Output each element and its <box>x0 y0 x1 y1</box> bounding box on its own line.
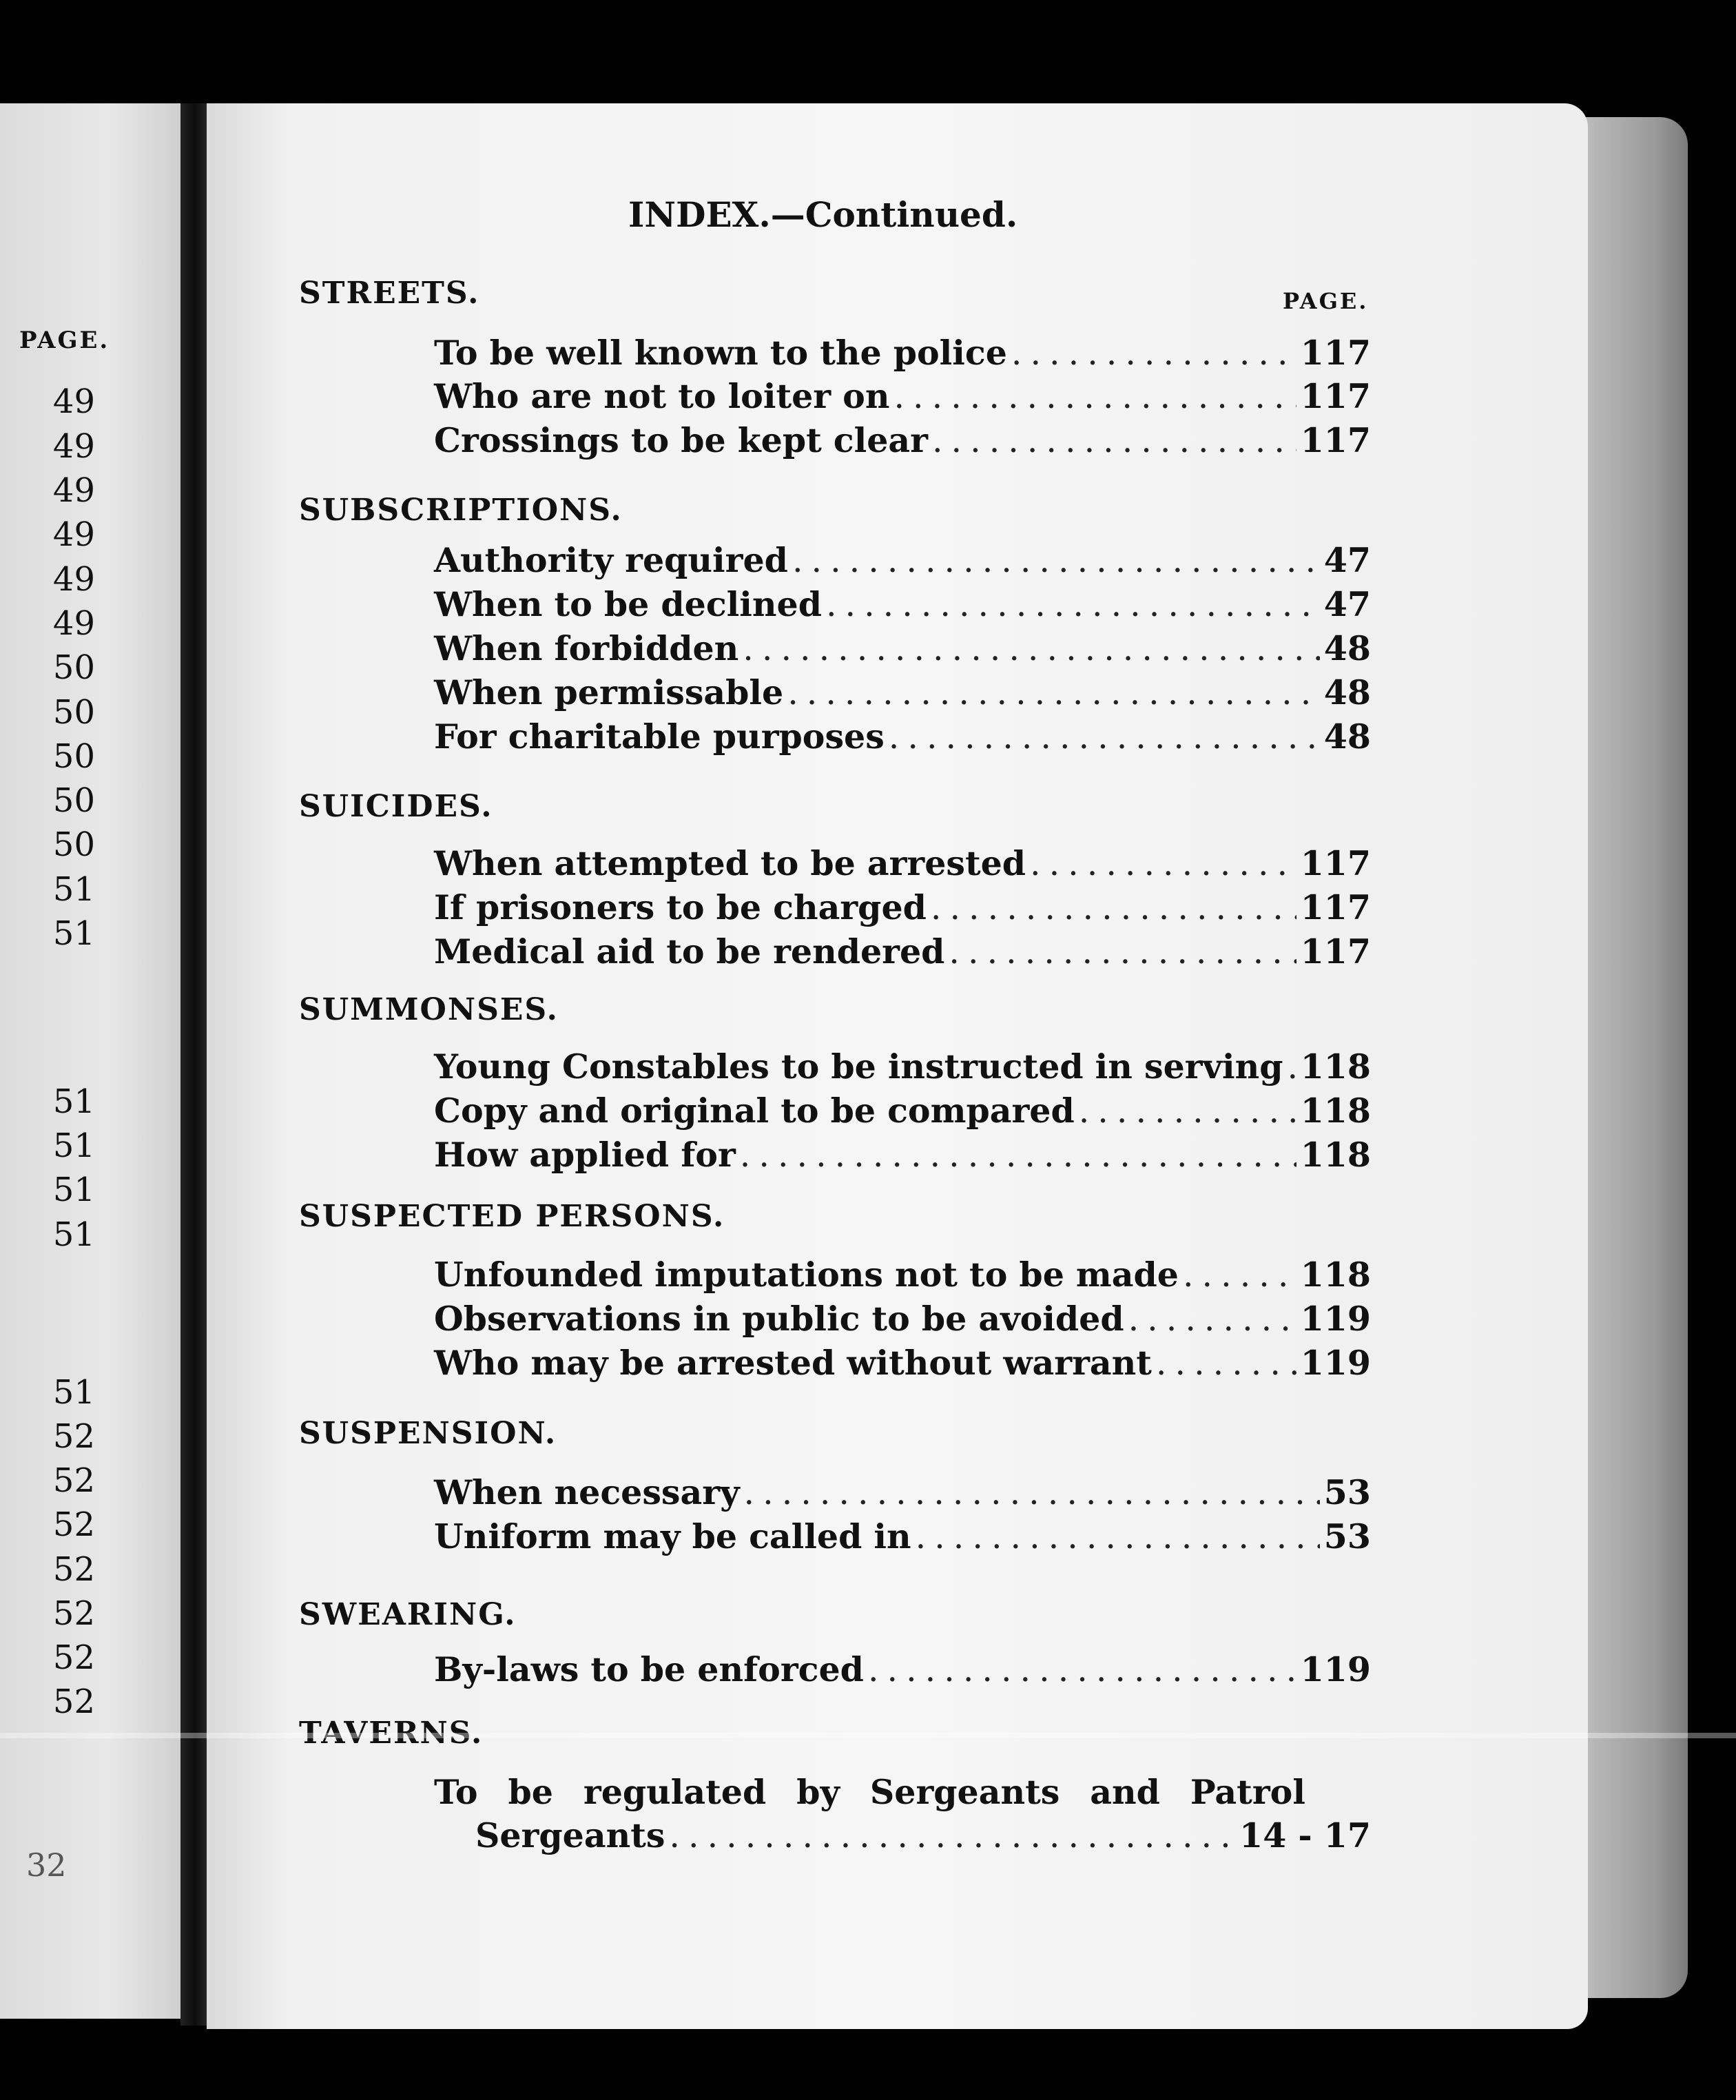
leader-dots <box>1128 1300 1296 1339</box>
entry-text: Medical aid to be rendered <box>434 931 945 971</box>
index-entry-line <box>434 1772 1305 1812</box>
left-page-number: 50 <box>52 693 95 732</box>
entry-page-number: 119 <box>1300 1343 1371 1383</box>
entry-word: To <box>434 1772 478 1812</box>
entry-page-number: 118 <box>1300 1091 1371 1131</box>
left-page-number: 49 <box>52 604 95 643</box>
left-page-number: 49 <box>52 471 95 510</box>
left-page-number: 50 <box>52 648 95 687</box>
left-page-number: 50 <box>52 781 95 820</box>
index-entry <box>434 1047 1371 1087</box>
entry-text: Sergeants <box>475 1815 665 1855</box>
leader-dots <box>1183 1256 1296 1295</box>
section-heading: SUBSCRIPTIONS. <box>299 493 623 528</box>
entry-page-number: 117 <box>1300 887 1371 927</box>
index-entry <box>434 1135 1371 1175</box>
left-page-folio: 32 <box>26 1846 67 1884</box>
section-heading: SUSPENSION. <box>299 1416 557 1451</box>
left-page-number: 52 <box>52 1461 95 1500</box>
entry-page-number: 119 <box>1300 1649 1371 1689</box>
entry-text: If prisoners to be charged <box>434 887 927 927</box>
index-entry <box>434 932 1371 971</box>
entry-text: Uniform may be called in <box>434 1516 911 1556</box>
entry-text: When necessary <box>434 1472 740 1512</box>
entry-word: Sergeants <box>869 1772 1060 1812</box>
entry-text: Who are not to loiter on <box>434 376 890 416</box>
index-entry <box>434 377 1371 416</box>
leader-dots <box>932 422 1296 460</box>
entry-page-number: 117 <box>1300 333 1371 373</box>
left-page-number: 51 <box>52 1215 95 1254</box>
entry-word: Patrol <box>1190 1772 1305 1812</box>
entry-text: When permissable <box>434 672 784 712</box>
section-heading: SUICIDES. <box>299 789 493 824</box>
entry-page-number: 117 <box>1300 376 1371 416</box>
entry-text: When attempted to be arrested <box>434 843 1026 883</box>
leader-dots <box>1156 1344 1296 1383</box>
left-page-number: 52 <box>52 1505 95 1544</box>
entry-word: be <box>508 1772 553 1812</box>
left-page-number: 51 <box>52 1126 95 1165</box>
left-page-number: 51 <box>52 870 95 909</box>
leader-dots <box>826 586 1320 624</box>
left-page-number: 51 <box>52 1373 95 1412</box>
entry-page-number: 117 <box>1300 843 1371 883</box>
entry-word: by <box>796 1772 840 1812</box>
index-entry <box>434 673 1371 712</box>
index-entry <box>434 1517 1371 1556</box>
section-heading: SUSPECTED PERSONS. <box>299 1199 725 1234</box>
entry-text: When forbidden <box>434 628 739 668</box>
left-page-number: 50 <box>52 737 95 776</box>
entry-page-number: 53 <box>1323 1472 1371 1512</box>
entry-text: Unfounded imputations not to be made <box>434 1255 1179 1295</box>
leader-dots <box>893 378 1296 416</box>
leader-dots <box>744 1474 1320 1512</box>
section-heading: TAVERNS. <box>299 1716 484 1751</box>
leader-dots <box>949 933 1296 971</box>
entry-page-number: 117 <box>1300 931 1371 971</box>
entry-page-number: 118 <box>1300 1135 1371 1175</box>
entry-page-number: 48 <box>1323 672 1371 712</box>
index-title: INDEX.—Continued. <box>628 194 1018 235</box>
index-entry <box>434 1299 1371 1339</box>
entry-page-number: 118 <box>1300 1255 1371 1295</box>
entry-text: Crossings to be kept clear <box>434 420 928 460</box>
leader-dots <box>931 889 1296 927</box>
entry-page-number: 119 <box>1300 1299 1371 1339</box>
entry-page-number: 118 <box>1300 1047 1371 1087</box>
entry-page-number: 48 <box>1323 628 1371 668</box>
left-page-number: 51 <box>52 1171 95 1209</box>
entry-page-number: 117 <box>1300 420 1371 460</box>
left-page-number: 49 <box>52 427 95 466</box>
leader-dots <box>916 1518 1320 1556</box>
entry-word: and <box>1090 1772 1160 1812</box>
entry-word: regulated <box>583 1772 767 1812</box>
scan-artifact <box>0 1733 1736 1738</box>
left-page-number: 52 <box>52 1594 95 1633</box>
leader-dots <box>787 674 1320 712</box>
index-entry <box>434 1473 1371 1512</box>
left-page-number: 52 <box>52 1638 95 1677</box>
leader-dots <box>1288 1048 1296 1087</box>
entry-text: Who may be arrested without warrant <box>434 1343 1152 1383</box>
left-page-number: 51 <box>52 914 95 953</box>
leader-dots <box>868 1651 1296 1689</box>
leader-dots <box>1030 845 1296 883</box>
index-entry <box>434 1255 1371 1295</box>
entry-text: For charitable purposes <box>434 717 885 756</box>
entry-text: Copy and original to be compared <box>434 1091 1075 1131</box>
left-page-number: 49 <box>52 515 95 554</box>
index-entry <box>434 888 1371 927</box>
page-edge <box>1578 117 1688 1998</box>
section-heading: SUMMONSES. <box>299 992 559 1027</box>
entry-text: When to be declined <box>434 584 822 624</box>
index-entry <box>434 541 1371 580</box>
left-page-number: 50 <box>52 825 95 864</box>
index-entry <box>434 1344 1371 1383</box>
section-heading: STREETS. <box>299 276 480 311</box>
leader-dots <box>792 542 1320 580</box>
entry-page-number: 14 - 17 <box>1239 1815 1371 1855</box>
entry-text: Observations in public to be avoided <box>434 1299 1124 1339</box>
left-page-number: 52 <box>52 1682 95 1721</box>
index-entry <box>434 629 1371 668</box>
section-heading: SWEARING. <box>299 1597 517 1632</box>
index-entry <box>434 421 1371 460</box>
page-column-label: PAGE. <box>1283 288 1369 314</box>
entry-page-number: 53 <box>1323 1516 1371 1556</box>
leader-dots <box>743 630 1320 668</box>
index-entry <box>434 844 1371 883</box>
entry-page-number: 47 <box>1323 540 1371 580</box>
entry-page-number: 48 <box>1323 717 1371 756</box>
index-entry <box>475 1816 1371 1855</box>
leader-dots <box>740 1136 1296 1175</box>
entry-text: Authority required <box>434 540 788 580</box>
entry-page-number: 47 <box>1323 584 1371 624</box>
entry-text: How applied for <box>434 1135 736 1175</box>
index-entry <box>434 1650 1371 1689</box>
index-entry <box>434 333 1371 373</box>
index-entry <box>434 585 1371 624</box>
entry-text: To be well known to the police <box>434 333 1007 373</box>
left-page-number: 49 <box>52 560 95 599</box>
leader-dots <box>1079 1092 1296 1131</box>
index-entry <box>434 1091 1371 1131</box>
leader-dots <box>1011 334 1296 373</box>
left-page-number: 51 <box>52 1082 95 1121</box>
left-page-number: 52 <box>52 1550 95 1589</box>
left-page-label: PAGE. <box>19 327 110 354</box>
left-page-number: 49 <box>52 382 95 421</box>
left-page-number: 52 <box>52 1417 95 1456</box>
index-entry <box>434 717 1371 756</box>
leader-dots <box>669 1817 1235 1855</box>
entry-text: By-laws to be enforced <box>434 1649 864 1689</box>
entry-text: Young Constables to be instructed in serving <box>434 1047 1283 1087</box>
leader-dots <box>889 718 1320 756</box>
